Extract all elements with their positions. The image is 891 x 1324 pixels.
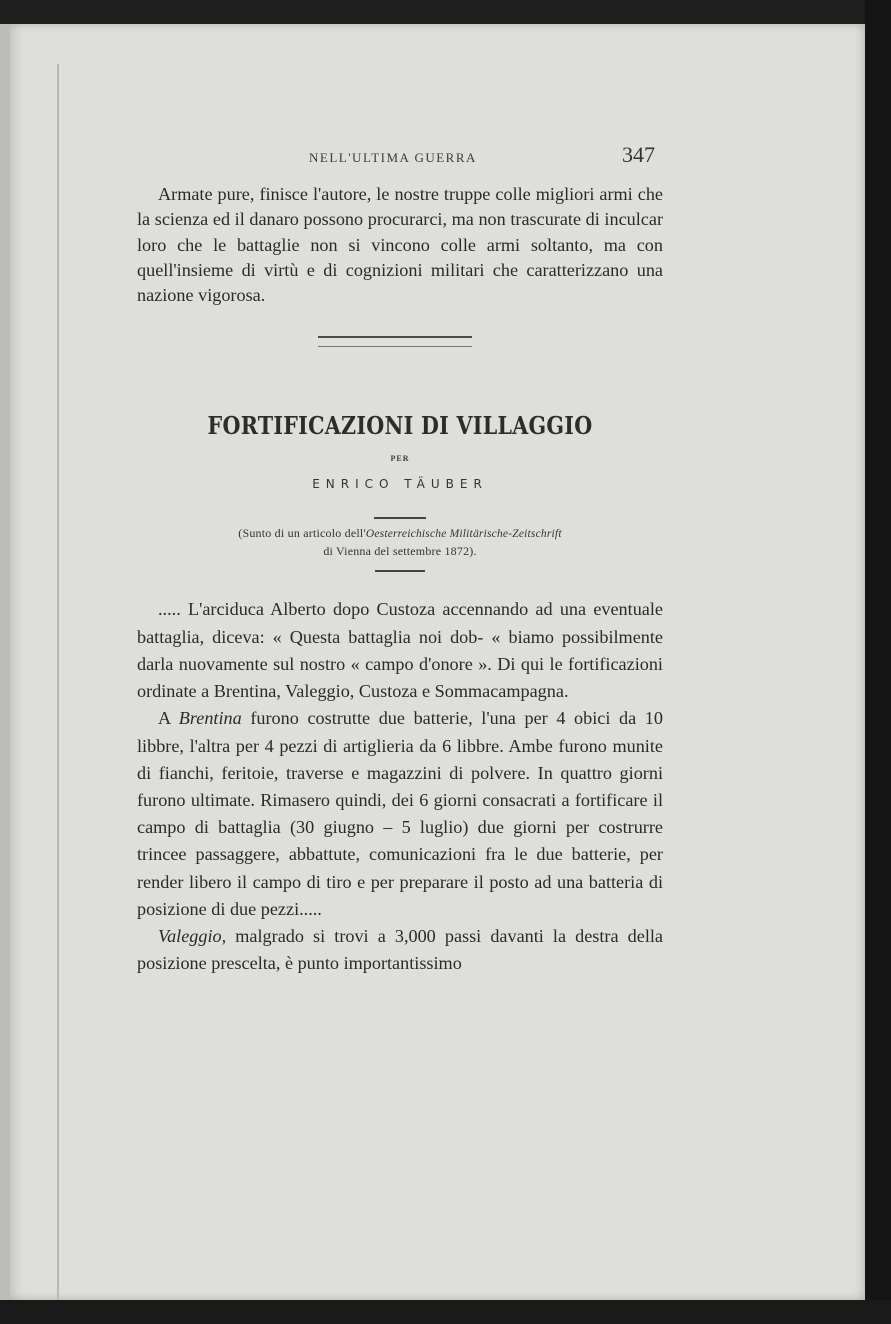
body-paragraph-3	[137, 923, 663, 977]
article-title: FORTIFICAZIONI DI VILLAGGIO	[207, 411, 593, 441]
source-note-journal: Oesterreichische Militärische-Zeitschrift	[365, 528, 562, 541]
p2-prefix: A	[158, 708, 179, 729]
p3-text: malgrado si trovi a 3,000 passi davanti la destra della posizione prescelta, è punto importantissimo	[137, 925, 663, 974]
intro-paragraph: Armate pure, finisce l'autore, le nostre truppe colle migliori armi che la scienza ed il danaro possono procurarci, ma non trascurate di inculcar loro che le battaglie non si vincono colle armi soltanto, ma con quell'insieme di virtù e di cognizioni militari che caratterizzano una nazione vigorosa.	[137, 184, 663, 306]
body-paragraph-1: ..... L'arciduca Alberto dopo Custoza accennando ad una eventuale battaglia, diceva: « Questa battaglia noi dob- « biamo possibilmente darla nuovamente sul nostro « campo d'onore ». Di qui le fortificazioni ordinate a Brentina, Valeggio, Custoza e Sommacampagna.	[137, 599, 663, 702]
scan-top-border	[0, 0, 891, 24]
scan-right-border	[865, 0, 891, 1324]
running-head-title: NELL'ULTIMA GUERRA	[309, 150, 477, 165]
section-divider	[318, 336, 472, 347]
running-head	[137, 140, 663, 184]
source-note	[137, 525, 663, 560]
body-paragraph-2	[137, 705, 663, 923]
binding-line	[57, 64, 59, 1314]
p3-place: Valeggio,	[158, 925, 227, 946]
rule-below-note	[375, 570, 425, 572]
source-note-prefix: (Sunto di un articolo dell'	[238, 526, 366, 541]
rule-above-note	[374, 517, 426, 519]
article-author: ENRICO TÄUBER	[312, 477, 488, 492]
scan-left-edge	[0, 0, 10, 1324]
source-note-suffix: di Vienna del settembre 1872).	[323, 544, 477, 559]
article-body	[137, 596, 663, 977]
scan-bottom-border	[0, 1300, 891, 1324]
p2-place: Brentina	[178, 708, 242, 729]
p2-text: furono costrutte due batterie, l'una per 4 obici da 10 libbre, l'altra per 4 pezzi di artiglieria da 6 libbre. Ambe furono munite di fianchi, feritoie, traverse e magazzini di polvere. In quattro giorni furono ultimate. Rimasero quindi, dei 6 giorni consacrati a fortificare il campo di battaglia (30 giugno – 5 luglio) due giorni per costrurre trincee passaggere, abbattute, comunicazioni fra le due batterie, per render libero il campo di tiro e per preparare il posto ad una batteria di posizione di due pezzi.....	[137, 708, 663, 919]
page-number: 347	[622, 142, 655, 167]
page-content	[137, 140, 663, 977]
per-label: PER	[390, 454, 410, 464]
